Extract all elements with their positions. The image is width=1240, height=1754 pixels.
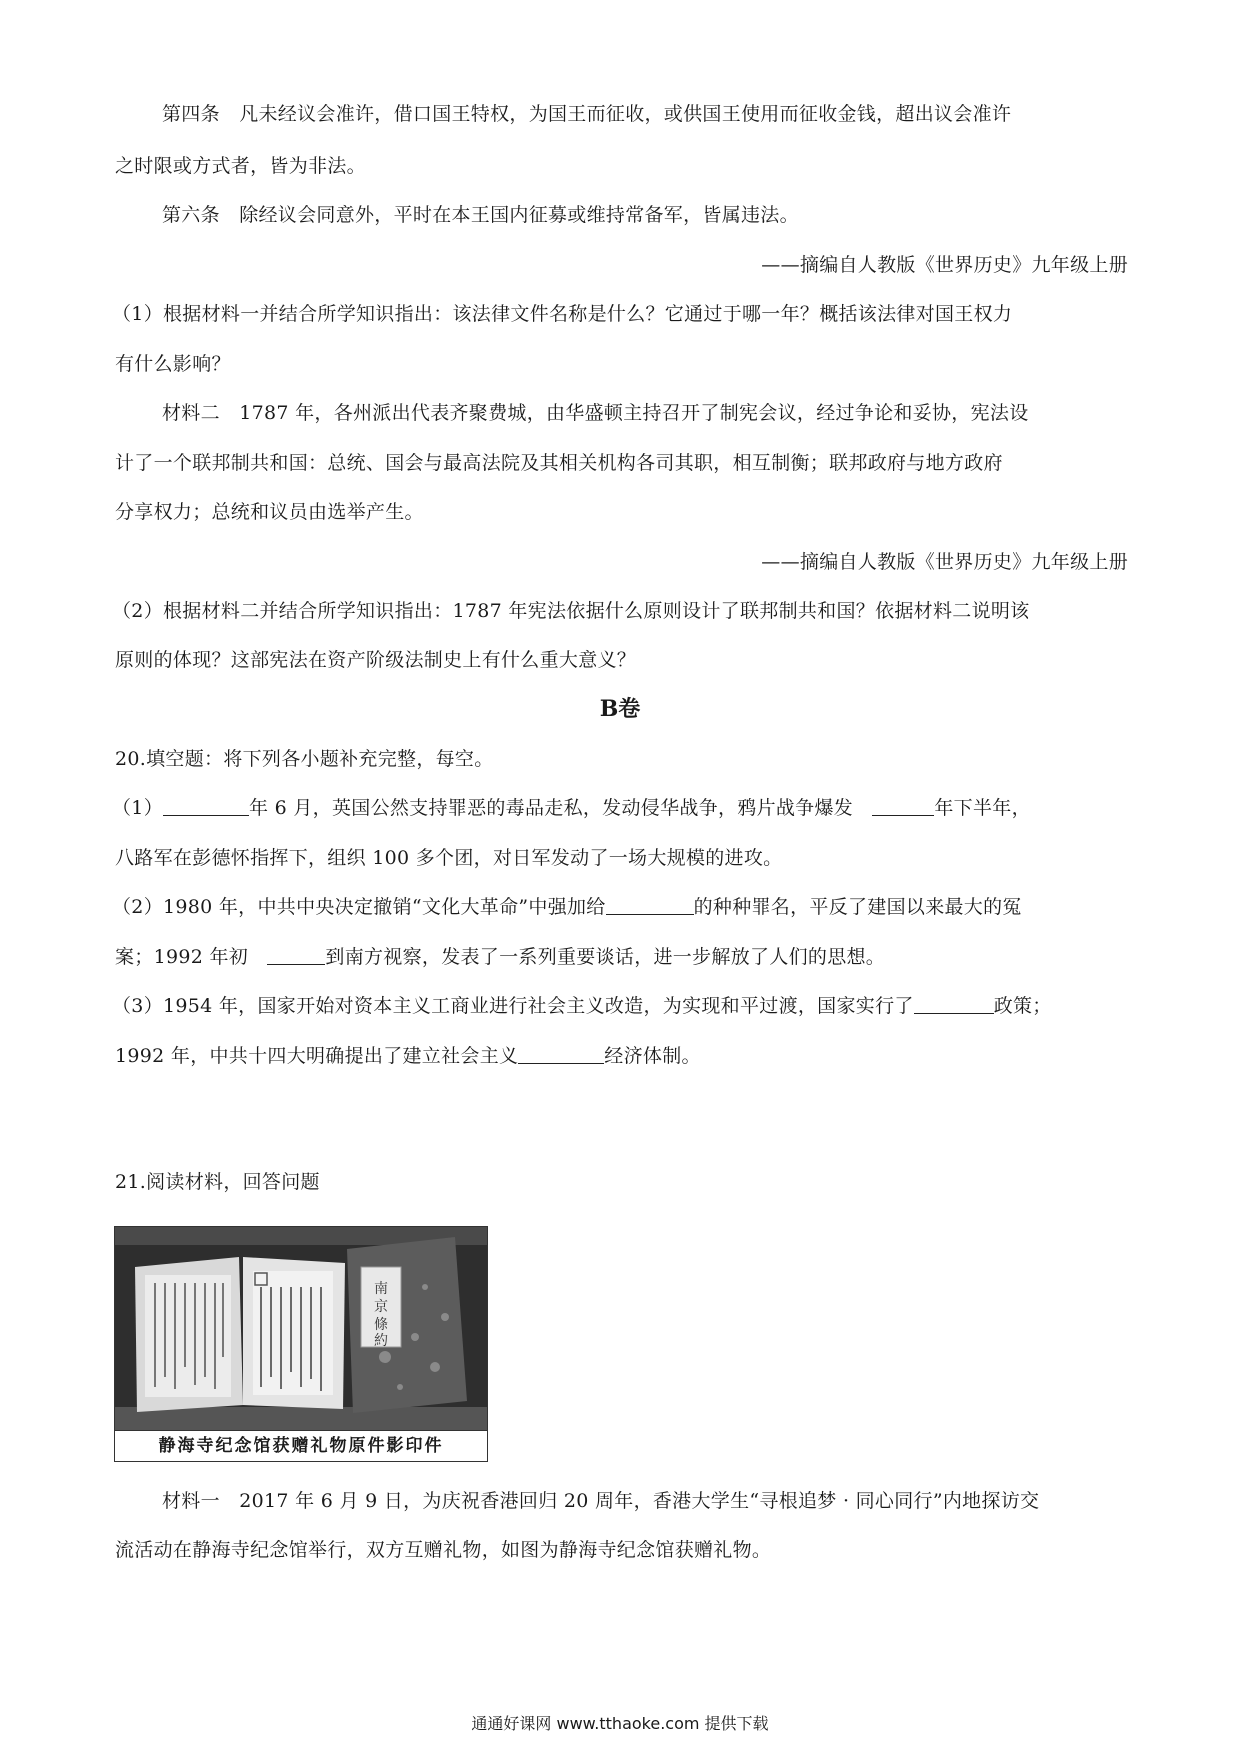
cover-title-char-3: 條: [374, 1317, 388, 1333]
q20-part-1-line-2: 八路军在彭德怀指挥下，组织 100 多个团，对日军发动了一场大规模的进攻。: [115, 847, 783, 869]
fill-in-blank[interactable]: [267, 944, 325, 965]
material-2-line-1: 材料二 1787 年，各州派出代表齐聚费城，由华盛顿主持召开了制宪会议，经过争论和妥协，宪法设: [162, 402, 1029, 424]
fill-in-blank[interactable]: [872, 795, 934, 816]
question-2-line-1: （2）根据材料二并结合所学知识指出：1787 年宪法依据什么原则设计了联邦制共和国？依据材料二说明该: [112, 600, 1030, 622]
material-2-line-2: 计了一个联邦制共和国：总统、国会与最高法院及其相关机构各司其职，相互制衡；联邦政府与地方政府: [115, 452, 1003, 474]
page-footer: 通通好课网 www.tthaoke.com 提供下载: [471, 1714, 769, 1733]
question-1-line-2: 有什么影响？: [115, 353, 231, 375]
source-citation-1: ——摘编自人教版《世界历史》九年级上册: [761, 254, 1128, 276]
cover-title-char-1: 南: [374, 1281, 388, 1297]
figure-caption: 静海寺纪念馆获赠礼物原件影印件: [115, 1430, 487, 1462]
cover-title-char-4: 約: [374, 1333, 388, 1349]
q20-part-1-line-1: [112, 794, 1031, 822]
q21-material-1-line-1: 材料一 2017 年 6 月 9 日，为庆祝香港回归 20 周年，香港大学生“寻根追梦 · 同心同行”内地探访交: [162, 1490, 1040, 1512]
q20-part-2-text-c: 案；1992 年初: [115, 946, 268, 968]
q20-part-2-text-b: 的种种罪名，平反了建国以来最大的冤: [693, 896, 1022, 918]
q20-part-3-line-2: [115, 1042, 701, 1070]
source-citation-2: ——摘编自人教版《世界历史》九年级上册: [761, 551, 1128, 573]
q20-part-3-text-b: 政策；: [993, 995, 1052, 1017]
treaty-photo-figure: [114, 1226, 488, 1462]
q20-part-1-text-b: 年下半年，: [934, 797, 1031, 819]
q20-heading: 20.填空题：将下列各小题补充完整，每空。: [115, 748, 494, 770]
question-1-line-1: （1）根据材料一并结合所学知识指出：该法律文件名称是什么？它通过于哪一年？概括该法律对国王权力: [112, 303, 1013, 325]
q20-part-2-text-d: 到南方视察，发表了一系列重要谈话，进一步解放了人们的思想。: [325, 946, 886, 968]
q21-heading: 21.阅读材料，回答问题: [115, 1171, 320, 1193]
q20-part-2-line-1: [112, 893, 1022, 921]
question-2-line-2: 原则的体现？这部宪法在资产阶级法制史上有什么重大意义？: [115, 649, 637, 671]
q20-part-3-text-a: （3）1954 年，国家开始对资本主义工商业进行社会主义改造，为实现和平过渡，国家实行了: [112, 995, 914, 1017]
q20-part-2-line-2: [115, 943, 885, 971]
cover-title-char-2: 京: [374, 1299, 388, 1315]
article-4-line-2: 之时限或方式者，皆为非法。: [115, 155, 366, 177]
fill-in-blank[interactable]: [606, 894, 694, 915]
q20-part-2-text-a: （2）1980 年，中共中央决定撤销“文化大革命”中强加给: [112, 896, 606, 918]
material-2-line-3: 分享权力；总统和议员由选举产生。: [115, 501, 424, 523]
treaty-photo-illustration: [115, 1227, 487, 1430]
section-b-title: B卷: [599, 696, 641, 722]
article-6: 第六条 除经议会同意外，平时在本王国内征募或维持常备军，皆属违法。: [162, 204, 799, 226]
fill-in-blank[interactable]: [518, 1043, 604, 1064]
q20-part-1-prefix: （1）: [112, 797, 163, 819]
q20-part-3-text-d: 经济体制。: [604, 1045, 701, 1067]
q20-part-1-text-a: 年 6 月，英国公然支持罪恶的毒品走私，发动侵华战争，鸦片战争爆发: [249, 797, 873, 819]
q20-part-3-line-1: [112, 992, 1052, 1020]
fill-in-blank[interactable]: [163, 795, 249, 816]
q20-part-3-text-c: 1992 年，中共十四大明确提出了建立社会主义: [115, 1045, 519, 1067]
article-4-line-1: 第四条 凡未经议会准许，借口国王特权，为国王而征收，或供国王使用而征收金钱，超出议会准许: [162, 103, 1012, 125]
treaty-photo: [115, 1227, 487, 1430]
fill-in-blank[interactable]: [914, 993, 994, 1014]
q21-material-1-line-2: 流活动在静海寺纪念馆举行，双方互赠礼物，如图为静海寺纪念馆获赠礼物。: [115, 1539, 772, 1561]
